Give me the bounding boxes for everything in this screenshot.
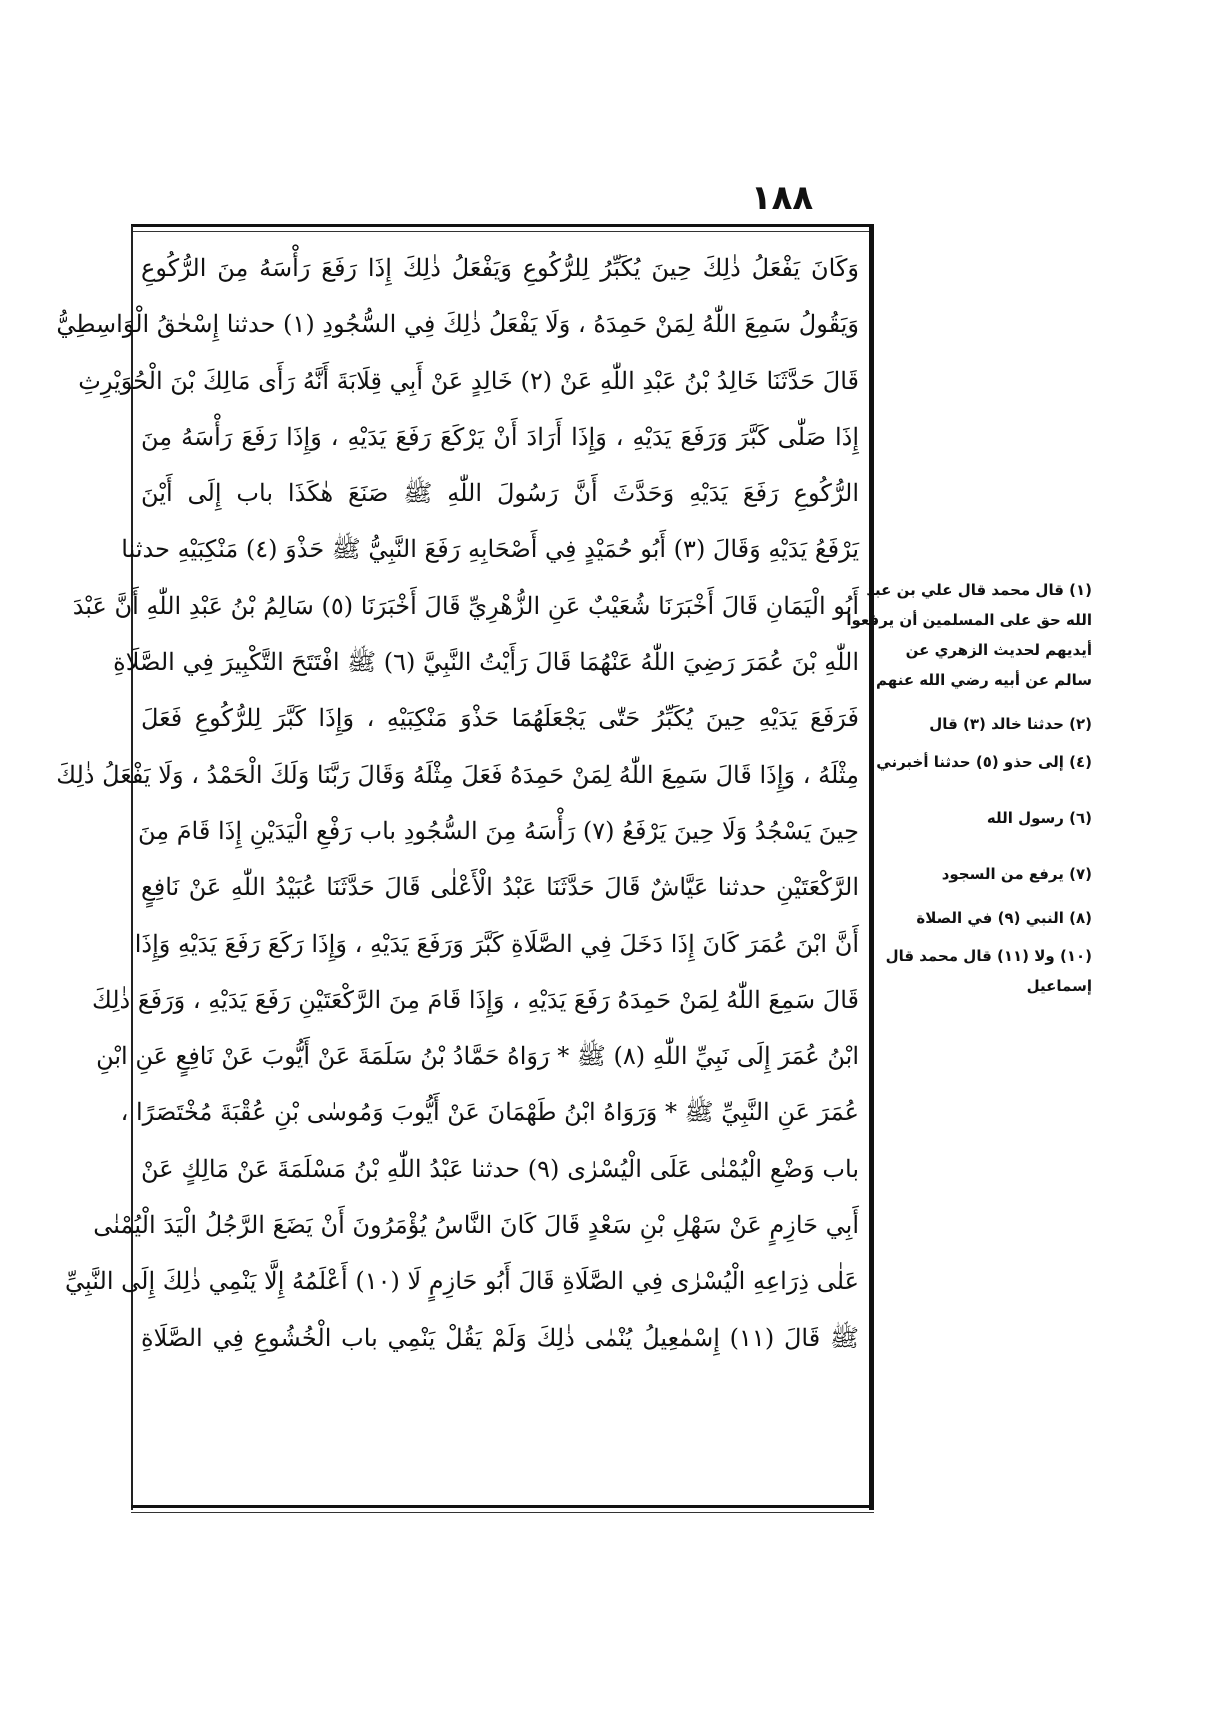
frame-bottom-rule bbox=[131, 1505, 874, 1508]
text-line: حِينَ يَسْجُدُ وَلَا حِينَ يَرْفَعُ (٧) رَأْسَهُ مِنَ السُّجُودِ باب رَفْعِ الْيَدَيْنِ إِذَا قَامَ مِنَ bbox=[137, 816, 859, 845]
text-line: الرُّكُوعِ رَفَعَ يَدَيْهِ وَحَدَّثَ أَنَّ رَسُولَ اللّٰهِ ﷺ صَنَعَ هٰكَذَا باب إِلَى أَيْنَ bbox=[141, 479, 859, 508]
text-line: عُمَرَ عَنِ النَّبِيِّ ﷺ * وَرَوَاهُ ابْنُ طَهْمَانَ عَنْ أَيُّوبَ وَمُوسٰى بْنِ عُقْبَةَ مُخْتَصَرًا ، bbox=[120, 1098, 859, 1127]
text-line: عَلٰى ذِرَاعِهِ الْيُسْرٰى فِي الصَّلَاةِ قَالَ أَبُو حَازِمٍ لَا (١٠) أَعْلَمُهُ إِلَّا يَنْمِي ذٰلِكَ إِلَى النَّبِيِّ bbox=[65, 1267, 859, 1296]
text-line: مِثْلَهُ ، وَإِذَا قَالَ سَمِعَ اللّٰهُ لِمَنْ حَمِدَهُ فَعَلَ مِثْلَهُ وَقَالَ رَبَّنَا وَلَكَ الْحَمْدُ ، وَلَا يَفْعَلُ ذٰلِكَ bbox=[56, 760, 859, 789]
side-note-line: (١) قال محمد قال علي بن عبد bbox=[866, 581, 1092, 599]
side-note-line: إسماعيل bbox=[1026, 977, 1092, 995]
side-notes bbox=[846, 575, 1092, 1001]
side-note-line: (١٠) ولا (١١) قال محمد قال bbox=[885, 947, 1092, 965]
text-line: فَرَفَعَ يَدَيْهِ حِينَ يُكَبِّرُ حَتّٰى يَجْعَلَهُمَا حَذْوَ مَنْكِبَيْهِ ، وَإِذَا كَبَّرَ لِلرُّكُوعِ فَعَلَ bbox=[141, 704, 859, 733]
text-line: إِذَا صَلّٰى كَبَّرَ وَرَفَعَ يَدَيْهِ ، وَإِذَا أَرَادَ أَنْ يَرْكَعَ رَفَعَ يَدَيْهِ ، وَإِذَا رَفَعَ رَأْسَهُ مِنَ bbox=[141, 422, 859, 451]
text-line: ابْنُ عُمَرَ إِلَى نَبِيِّ اللّٰهِ (٨) ﷺ * رَوَاهُ حَمَّادُ بْنُ سَلَمَةَ عَنْ أَيُّوبَ عَنْ نَافِعٍ عَنِ ابْنِ bbox=[96, 1042, 859, 1071]
side-note-line: (٧) يرفع من السجود bbox=[941, 865, 1092, 883]
main-text-block bbox=[56, 240, 859, 1366]
text-line: قَالَ سَمِعَ اللّٰهُ لِمَنْ حَمِدَهُ رَفَعَ يَدَيْهِ ، وَإِذَا قَامَ مِنَ الرَّكْعَتَيْنِ رَفَعَ يَدَيْهِ ، وَرَفَعَ ذٰلِكَ bbox=[91, 985, 859, 1014]
text-line: أَنَّ ابْنَ عُمَرَ كَانَ إِذَا دَخَلَ فِي الصَّلَاةِ كَبَّرَ وَرَفَعَ يَدَيْهِ ، وَإِذَا رَكَعَ رَفَعَ يَدَيْهِ وَإِذَا bbox=[134, 929, 859, 958]
page-number: ١٨٨ bbox=[750, 178, 814, 218]
text-line: اللّٰهِ بْنَ عُمَرَ رَضِيَ اللّٰهُ عَنْهُمَا قَالَ رَأَيْتُ النَّبِيَّ (٦) ﷺ افْتَتَحَ التَّكْبِيرَ فِي الصَّلَاةِ bbox=[113, 648, 859, 677]
text-line: قَالَ حَدَّثَنَا خَالِدُ بْنُ عَبْدِ اللّٰهِ عَنْ (٢) خَالِدٍ عَنْ أَبِي قِلَابَةَ أَنَّهُ رَأَى مَالِكَ بْنَ الْحُوَيْرِثِ bbox=[78, 366, 859, 395]
text-line: أَبُو الْيَمَانِ قَالَ أَخْبَرَنَا شُعَيْبٌ عَنِ الزُّهْرِيِّ قَالَ أَخْبَرَنَا (٥) سَالِمُ بْنُ عَبْدِ اللّٰهِ أَنَّ عَبْدَ bbox=[72, 591, 859, 620]
side-note-line: أيديهم لحديث الزهري عن bbox=[905, 641, 1092, 659]
text-line: ﷺ قَالَ (١١) إِسْمٰعِيلُ يُنْمٰى ذٰلِكَ وَلَمْ يَقُلْ يَنْمِي باب الْخُشُوعِ فِي الصَّلَاةِ bbox=[141, 1323, 859, 1352]
text-line: باب وَضْعِ الْيُمْنٰى عَلَى الْيُسْرٰى (٩) حدثنا عَبْدُ اللّٰهِ بْنُ مَسْلَمَةَ عَنْ مَالِكٍ عَنْ bbox=[141, 1154, 859, 1183]
side-note-line: (٦) رسول الله bbox=[986, 809, 1092, 827]
side-note-line: (٤) إلى حذو (٥) حدثنا أخبرني bbox=[876, 753, 1092, 771]
frame-bottom-inner-rule bbox=[131, 1512, 874, 1513]
text-line: الرَّكْعَتَيْنِ حدثنا عَيَّاشٌ قَالَ حَدَّثَنَا عَبْدُ الْأَعْلٰى قَالَ حَدَّثَنَا عُبَيْدُ اللّٰهِ عَنْ نَافِعٍ bbox=[141, 873, 859, 902]
side-note-line: (٨) النبي (٩) في الصلاة bbox=[916, 909, 1092, 927]
text-line: وَكَانَ يَفْعَلُ ذٰلِكَ حِينَ يُكَبِّرُ لِلرُّكُوعِ وَيَفْعَلُ ذٰلِكَ إِذَا رَفَعَ رَأْسَهُ مِنَ الرُّكُوعِ bbox=[141, 254, 859, 282]
side-note-line: سالم عن أبيه رضي الله عنهم bbox=[876, 671, 1092, 689]
text-line: أَبِي حَازِمٍ عَنْ سَهْلِ بْنِ سَعْدٍ قَالَ كَانَ النَّاسُ يُؤْمَرُونَ أَنْ يَضَعَ الرَّجُلُ الْيَدَ الْيُمْنٰى bbox=[93, 1211, 859, 1240]
side-note-line: (٢) حدثنا خالد (٣) قال bbox=[929, 715, 1092, 733]
text-line: وَيَقُولُ سَمِعَ اللّٰهُ لِمَنْ حَمِدَهُ ، وَلَا يَفْعَلُ ذٰلِكَ فِي السُّجُودِ (١) حدثنا إِسْحٰقُ الْوَاسِطِيُّ bbox=[56, 310, 859, 339]
side-note-line: الله حق على المسلمين أن يرفعوا bbox=[846, 611, 1092, 629]
text-line: يَرْفَعُ يَدَيْهِ وَقَالَ (٣) أَبُو حُمَيْدٍ فِي أَصْحَابِهِ رَفَعَ النَّبِيُّ ﷺ حَذْوَ (٤) مَنْكِبَيْهِ حدثنا bbox=[121, 535, 859, 564]
